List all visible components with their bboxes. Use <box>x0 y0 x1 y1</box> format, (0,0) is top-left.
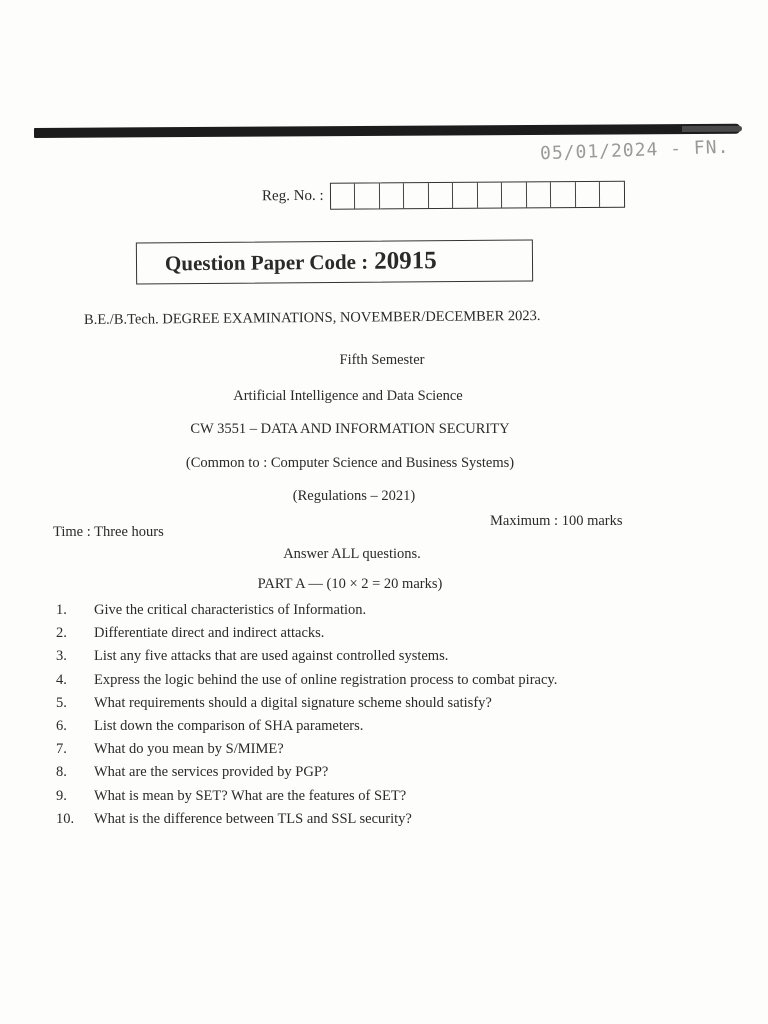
question-text: Differentiate direct and indirect attacks. <box>94 625 325 642</box>
question-number: 1. <box>56 602 67 618</box>
question-text: What requirements should a digital signature scheme should satisfy? <box>94 694 492 711</box>
question-number: 10. <box>56 810 75 827</box>
reg-no-box[interactable] <box>355 183 380 208</box>
course-title: CW 3551 – DATA AND INFORMATION SECURITY <box>190 421 510 437</box>
reg-no-box[interactable] <box>551 182 576 207</box>
time-duration: Time : Three hours <box>53 524 164 540</box>
question-paper-code-number: 20915 <box>374 247 437 275</box>
question-text: Give the critical characteristics of Information. <box>94 602 367 618</box>
reg-no-box[interactable] <box>600 182 624 207</box>
question-text: List down the comparison of SHA parameters. <box>94 717 364 734</box>
reg-no-box[interactable] <box>576 182 601 207</box>
question-number: 3. <box>56 648 67 665</box>
exam-title: B.E./B.Tech. DEGREE EXAMINATIONS, NOVEMBER/DECEMBER 2023. <box>83 308 541 328</box>
question-item <box>56 788 666 805</box>
question-text: What is mean by SET? What are the features of SET? <box>94 787 407 804</box>
question-text: What do you mean by S/MIME? <box>94 741 284 758</box>
question-item <box>56 695 666 712</box>
reg-no-label: Reg. No. : <box>261 187 324 205</box>
question-item <box>56 648 666 665</box>
question-number: 7. <box>56 741 67 758</box>
question-item <box>56 602 666 619</box>
reg-no-box[interactable] <box>527 182 552 207</box>
question-number: 9. <box>56 787 67 804</box>
part-a-question-list <box>56 602 666 834</box>
question-item <box>56 718 666 735</box>
question-item <box>56 672 666 689</box>
reg-no-box[interactable] <box>429 183 454 208</box>
reg-no-box[interactable] <box>478 183 503 208</box>
question-number: 8. <box>56 764 67 781</box>
scan-edge-bar <box>34 124 740 138</box>
reg-no-box[interactable] <box>380 183 405 208</box>
regulations: (Regulations – 2021) <box>292 488 416 504</box>
question-item <box>56 741 666 758</box>
reg-no-box[interactable] <box>502 182 527 207</box>
question-item <box>56 764 666 781</box>
department: Artificial Intelligence and Data Science <box>233 388 463 404</box>
reg-no-box[interactable] <box>404 183 429 208</box>
question-number: 5. <box>56 694 67 711</box>
reg-no-boxes <box>330 181 625 210</box>
reg-no-row <box>262 181 625 211</box>
question-number: 6. <box>56 717 67 734</box>
reg-no-box[interactable] <box>453 183 478 208</box>
question-item <box>56 811 666 828</box>
question-text: What are the services provided by PGP? <box>94 764 329 781</box>
semester: Fifth Semester <box>339 352 425 368</box>
instruction: Answer ALL questions. <box>283 546 421 562</box>
handwritten-date-note: 05/01/2024 - FN. <box>539 136 730 165</box>
question-paper-code-box <box>136 239 533 284</box>
part-a-title: PART A — (10 × 2 = 20 marks) <box>257 576 443 592</box>
common-to: (Common to : Computer Science and Business Systems) <box>185 455 515 471</box>
question-paper-code-label: Question Paper Code : <box>164 249 369 275</box>
question-number: 4. <box>56 671 67 688</box>
question-text: Express the logic behind the use of online registration process to combat piracy. <box>94 671 558 688</box>
question-text: List any five attacks that are used against controlled systems. <box>94 648 449 665</box>
question-text: What is the difference between TLS and SSL security? <box>94 810 412 827</box>
reg-no-box[interactable] <box>331 184 356 209</box>
question-number: 2. <box>56 625 67 642</box>
question-item <box>56 625 666 642</box>
maximum-marks: Maximum : 100 marks <box>490 513 623 529</box>
